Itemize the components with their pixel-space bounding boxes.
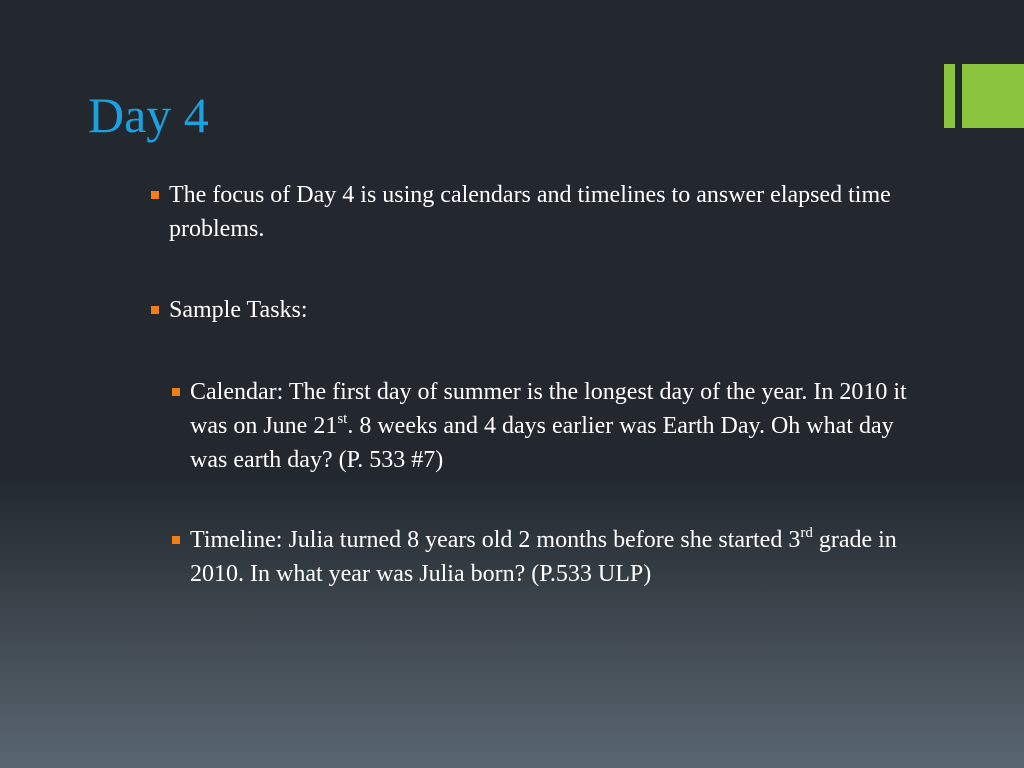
square-bullet-icon [172,388,180,396]
sub-bullet-timeline [170,523,930,591]
bullet-sample-tasks [150,293,930,327]
slide-title: Day 4 [88,87,209,143]
accent-bar-thin [944,64,955,128]
timeline-text-start: Timeline: Julia turned 8 years old 2 months before she started 3 [190,527,801,553]
sub-bullet-calendar [170,375,930,477]
calendar-text-start: Calendar: The first day of summer is the longest day of the year. In 2010 it was on June 21 [190,379,907,439]
timeline-text-end: grade in 2010. In what year was Julia born? (P.533 ULP) [190,527,897,587]
square-bullet-icon [151,191,159,199]
bullet-sample-tasks-text: Sample Tasks: [169,297,308,323]
calendar-text-end: . 8 weeks and 4 days earlier was Earth Day. Oh what day was earth day? (P. 533 #7) [190,413,894,473]
calendar-ordinal-suffix: st [337,411,348,427]
timeline-ordinal-suffix: rd [800,525,813,541]
slide-content [150,178,930,591]
accent-bar-thick [962,64,1024,128]
square-bullet-icon [172,536,180,544]
bullet-focus-text: The focus of Day 4 is using calendars and timelines to answer elapsed time problems. [169,182,891,242]
bullet-focus [150,178,930,246]
square-bullet-icon [151,306,159,314]
